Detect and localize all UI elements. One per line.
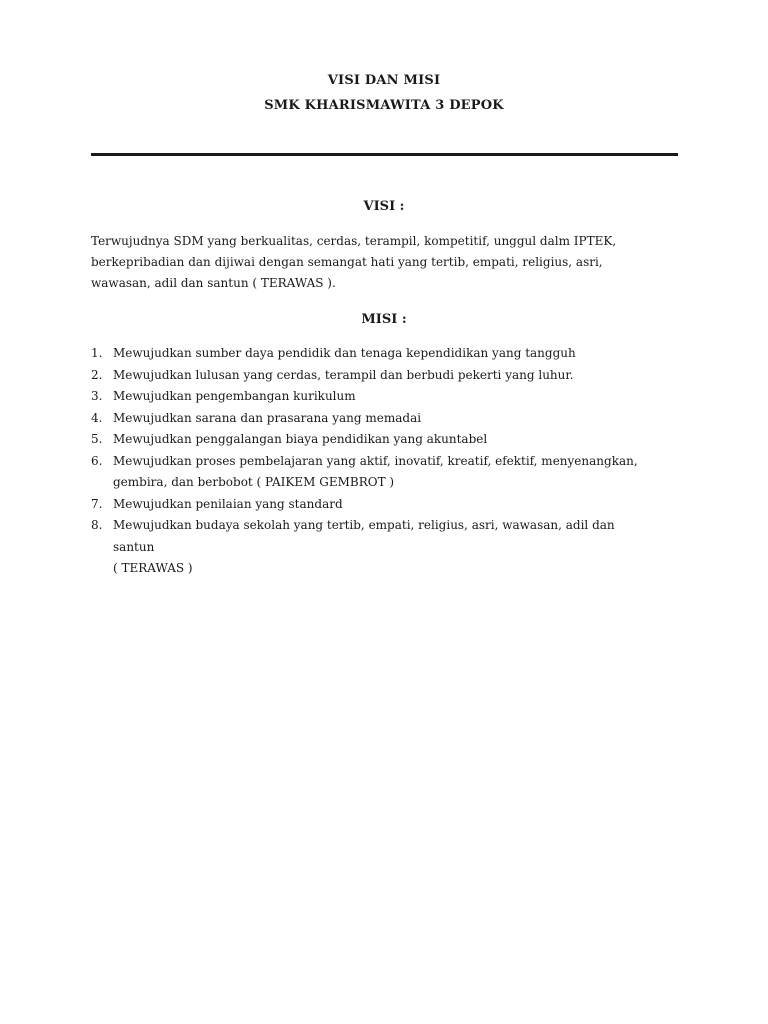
misi-item [91,386,681,408]
misi-item-line: Mewujudkan proses pembelajaran yang aktif, inovatif, kreatif, efektif, menyenangkan, [113,453,638,468]
misi-item [91,451,681,494]
misi-item-fragment: ( TERAWAS ) [113,561,193,575]
misi-item-text [113,515,681,580]
misi-item-number: 1. [91,346,103,360]
misi-item-number: 8. [91,518,103,532]
misi-item-text [113,408,681,430]
visi-line: Terwujudnya SDM yang berkualitas, cerdas, terampil, kompetitif, unggul dalm IPTEK, [91,234,617,248]
misi-item-line [113,537,681,580]
misi-item-text [113,386,681,408]
visi-paragraph [91,231,681,294]
misi-item-fragment: santun [113,539,155,554]
document-title: VISI DAN MISI [327,73,441,88]
misi-item-line: Mewujudkan penggalangan biaya pendidikan yang akuntabel [113,432,488,446]
misi-item-line: Mewujudkan lulusan yang cerdas, terampil dan berbudi pekerti yang luhur. [113,367,574,382]
misi-item-text [113,451,681,494]
misi-heading: MISI : [361,312,407,327]
misi-item-text [113,343,681,365]
misi-item [91,365,681,387]
misi-item-number: 3. [91,389,103,403]
misi-item-line: Mewujudkan penilaian yang standard [113,496,343,511]
misi-item [91,494,681,516]
misi-item-number: 2. [91,367,103,382]
misi-item [91,515,681,580]
misi-item-number: 4. [91,410,103,425]
misi-list [91,343,681,580]
misi-item-number: 5. [91,432,103,446]
misi-item [91,408,681,430]
visi-heading: VISI : [363,199,405,214]
misi-item-number: 7. [91,496,103,511]
misi-item-text [113,494,681,516]
misi-item [91,343,681,365]
misi-item-line: Mewujudkan sumber daya pendidik dan tenaga kependidikan yang tangguh [113,346,576,360]
misi-item-text [113,429,681,451]
misi-item-number: 6. [91,453,103,468]
visi-line: wawasan, adil dan santun ( TERAWAS ). [91,276,336,290]
misi-item [91,429,681,451]
misi-item-line: gembira, dan berbobot ( PAIKEM GEMBROT ) [113,475,395,489]
visi-line: berkepribadian dan dijiwai dengan semangat hati yang tertib, empati, religius, asri, [91,255,603,269]
misi-item-line: Mewujudkan budaya sekolah yang tertib, empati, religius, asri, wawasan, adil dan [113,518,615,532]
school-name: SMK KHARISMAWITA 3 DEPOK [264,98,504,113]
misi-item-line: Mewujudkan sarana dan prasarana yang memadai [113,410,422,425]
header-divider [91,153,678,156]
misi-item-text [113,365,681,387]
misi-item-line: Mewujudkan pengembangan kurikulum [113,389,356,403]
